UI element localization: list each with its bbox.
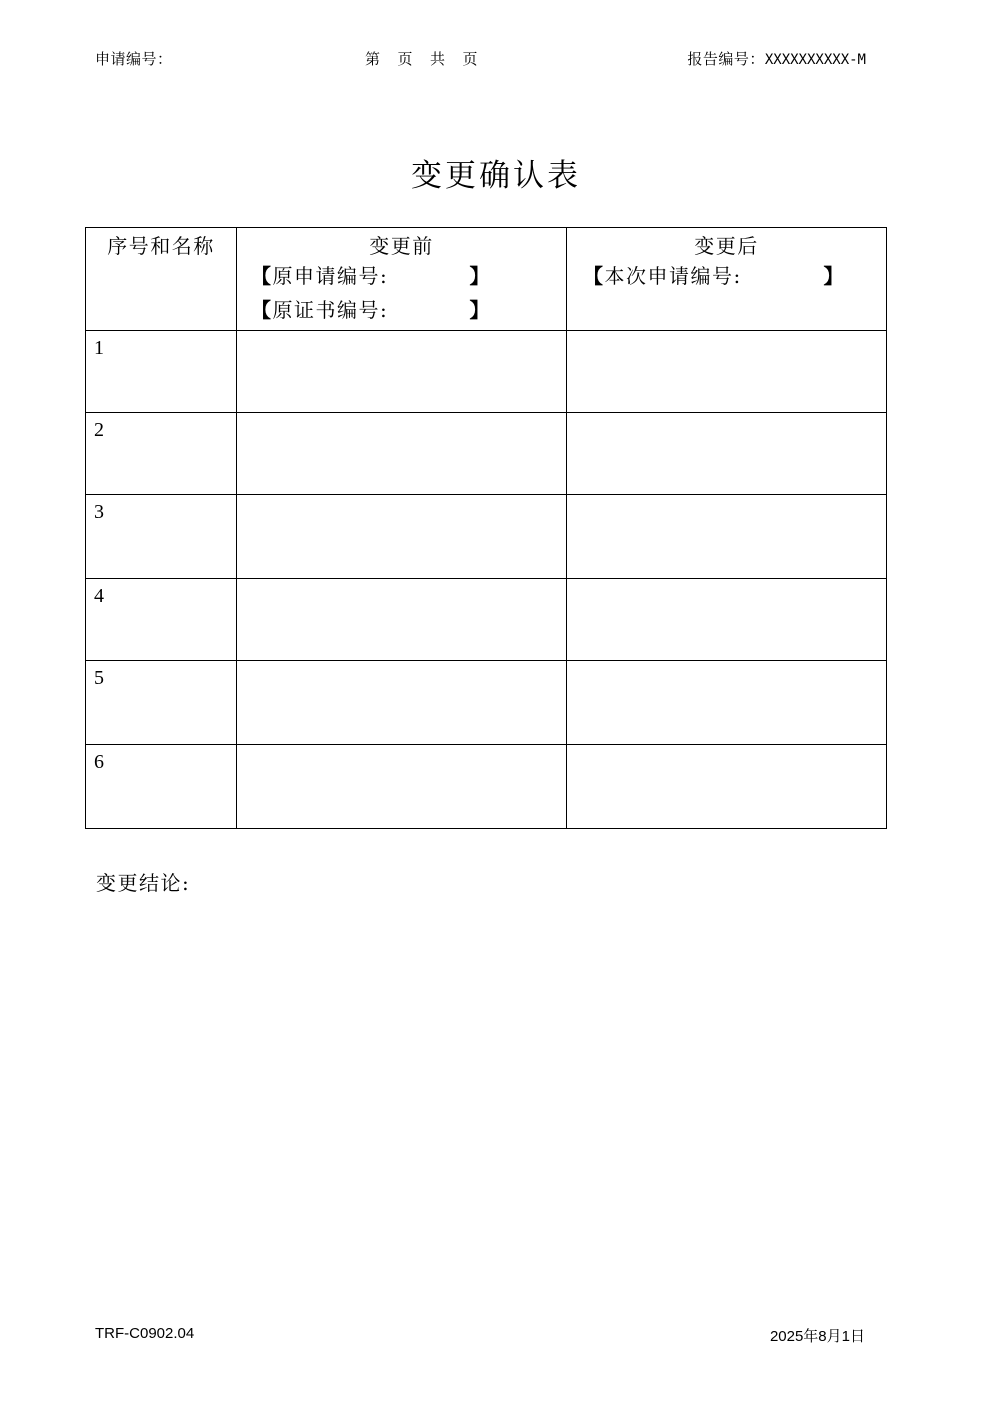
row-index-cell: 4 xyxy=(86,579,237,661)
before-cell[interactable] xyxy=(237,495,567,579)
page-gong-label: 共 xyxy=(430,50,446,68)
page-ye-label: 页 xyxy=(397,50,414,68)
before-cell[interactable] xyxy=(237,579,567,661)
row-index-cell: 3 xyxy=(86,495,237,579)
page-total-ye-label: 页 xyxy=(462,50,479,68)
table-row xyxy=(86,413,887,495)
change-confirmation-table xyxy=(85,227,887,829)
page-title: 变更确认表 xyxy=(411,158,581,194)
before-cell[interactable] xyxy=(237,413,567,495)
header-cell-before xyxy=(237,228,567,331)
table-row xyxy=(86,331,887,413)
after-cell[interactable] xyxy=(567,495,887,579)
table-row xyxy=(86,495,887,579)
header-cell-index-name xyxy=(86,228,237,331)
before-header: 变更前 xyxy=(369,234,434,258)
after-cell[interactable] xyxy=(567,579,887,661)
original-application-number-label: 原申请编号: xyxy=(272,264,389,288)
page-counter xyxy=(365,48,495,69)
row-index-cell: 6 xyxy=(86,745,237,829)
form-code: TRF-C0902.04 xyxy=(95,1325,195,1342)
table-header-row xyxy=(86,228,887,331)
page-di-label: 第 xyxy=(365,50,381,68)
current-application-number-label: 本次申请编号: xyxy=(604,264,742,288)
table-row xyxy=(86,579,887,661)
after-header: 变更后 xyxy=(694,234,759,258)
row-index-cell: 1 xyxy=(86,331,237,413)
original-certificate-number-label: 原证书编号: xyxy=(272,298,389,322)
header-cell-after xyxy=(567,228,887,331)
report-number-label: 报告编号： xyxy=(687,50,765,68)
after-cell[interactable] xyxy=(567,745,887,829)
bracket-open: 【 xyxy=(251,264,273,288)
bracket-close: 】 xyxy=(469,264,491,288)
row-index-cell: 5 xyxy=(86,661,237,745)
form-date: 2025年8月1日 xyxy=(769,1328,865,1345)
bracket-close: 】 xyxy=(823,264,845,288)
after-cell[interactable] xyxy=(567,413,887,495)
bracket-open: 【 xyxy=(583,264,605,288)
bracket-close: 】 xyxy=(469,298,491,322)
before-cell[interactable] xyxy=(237,661,567,745)
after-cell[interactable] xyxy=(567,331,887,413)
index-name-header: 序号和名称 xyxy=(107,234,215,258)
report-number xyxy=(687,48,866,69)
original-certificate-number-field[interactable] xyxy=(237,293,491,327)
table-row xyxy=(86,661,887,745)
before-cell[interactable] xyxy=(237,331,567,413)
current-application-number-field[interactable] xyxy=(567,259,845,293)
application-number-label: 申请编号： xyxy=(95,50,173,68)
table-row xyxy=(86,745,887,829)
row-index-cell: 2 xyxy=(86,413,237,495)
bracket-open: 【 xyxy=(251,298,273,322)
before-cell[interactable] xyxy=(237,745,567,829)
original-application-number-field[interactable] xyxy=(237,259,491,293)
after-cell[interactable] xyxy=(567,661,887,745)
report-number-value: XXXXXXXXXX-M xyxy=(764,52,866,68)
change-conclusion-label: 变更结论: xyxy=(96,871,191,895)
